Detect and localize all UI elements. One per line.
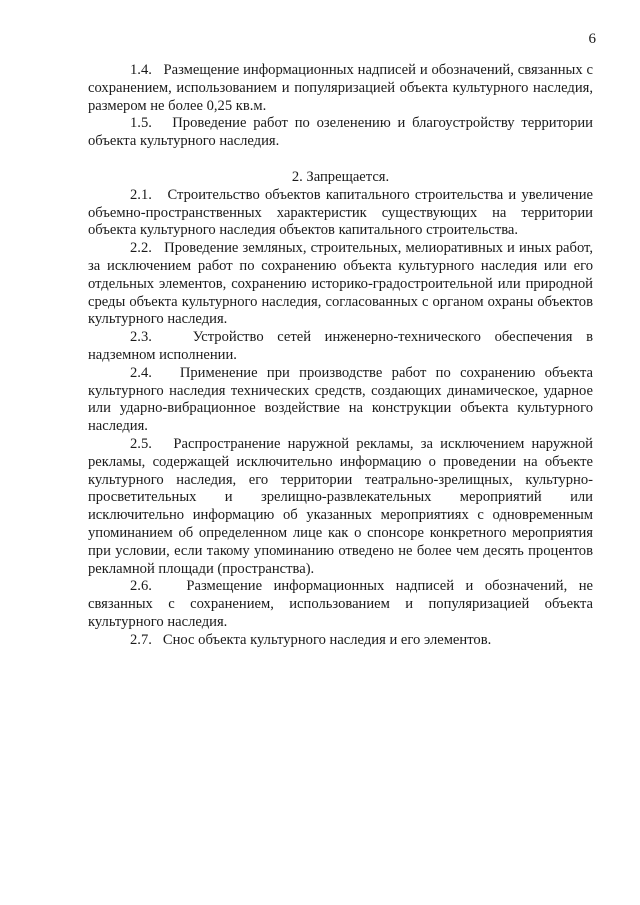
clause-2-3 xyxy=(88,329,593,365)
clause-number: 2.5. xyxy=(130,435,152,452)
clause-text: Размещение информационных надписей и обозначений, связанных с сохранением, использованием и популяризацией объекта культурного наследия, размером не более 0,25 кв.м. xyxy=(88,62,593,114)
clause-number: 2.4. xyxy=(130,364,152,381)
clause-2-7 xyxy=(88,632,593,650)
clause-1-4 xyxy=(88,62,593,115)
clause-text: Снос объекта культурного наследия и его элементов. xyxy=(162,631,492,648)
clause-number: 2.2. xyxy=(130,240,152,257)
clause-2-5 xyxy=(88,436,593,578)
clause-number: 1.5. xyxy=(130,115,152,132)
clause-text: Распространение наружной рекламы, за исключением наружной рекламы, содержащей исключительно информацию о проведении на объекте культурного наследия, его территории театрально-зрелищных, культурно-просветительных и зрелищно-развлекательных мероприятий или исключительно информацию об указанных мероприятиях с одновременным упоминанием об определенном лице как о спонсоре конкретного мероприятия при условии, если такому упоминанию отведено не более чем десять процентов рекламной площади (пространства). xyxy=(88,435,593,577)
clause-2-4 xyxy=(88,365,593,436)
clause-2-1 xyxy=(88,187,593,240)
clause-number: 2.1. xyxy=(130,186,152,203)
document-body xyxy=(88,62,593,650)
clause-2-2 xyxy=(88,240,593,329)
clause-text: Строительство объектов капитального строительства и увеличение объемно-пространственных характеристик существующих на территории объекта культурного наследия объектов капитального строительства. xyxy=(88,186,593,239)
clause-1-5 xyxy=(88,115,593,151)
clause-2-6 xyxy=(88,578,593,631)
clause-number: 1.4. xyxy=(130,62,152,78)
clause-text: Применение при производстве работ по сохранению объекта культурного наследия технических средств, создающих динамическое, ударное или ударно-вибрационное воздействие на конструкции объекта культурного наследия. xyxy=(88,364,593,435)
clause-number: 2.3. xyxy=(130,329,152,346)
clause-text: Устройство сетей инженерно-технического обеспечения в надземном исполнении. xyxy=(88,329,593,363)
clause-text: Проведение работ по озеленению и благоустройству территории объекта культурного наследия. xyxy=(88,115,593,150)
clause-text: Проведение земляных, строительных, мелиоративных и иных работ, за исключением работ по сохранению объекта культурного наследия или его отдельных элементов, сохранению историко-градостроительной или природной среды объекта культурного наследия, согласованных с органом охраны объектов культурного наследия. xyxy=(88,240,593,328)
clause-number: 2.7. xyxy=(130,631,152,648)
page-number: 6 xyxy=(588,31,596,47)
clause-number: 2.6. xyxy=(130,578,152,595)
clause-text: Размещение информационных надписей и обозначений, не связанных с сохранением, использованием и популяризацией объекта культурного наследия. xyxy=(88,578,594,630)
section-heading: 2. Запрещается. xyxy=(291,168,390,185)
